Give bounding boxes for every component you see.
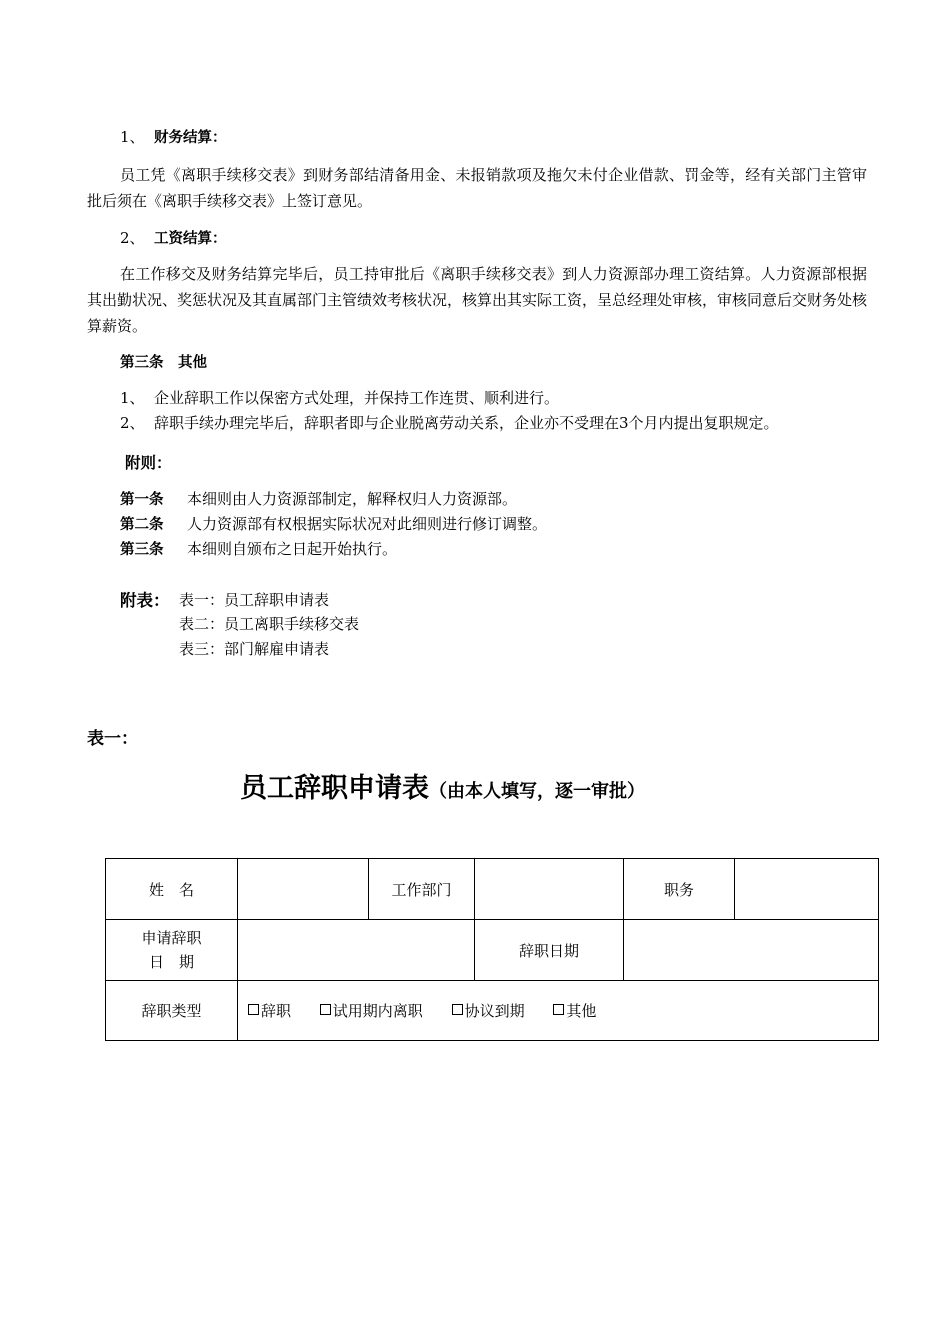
form-subtitle: （由本人填写，逐一审批）	[429, 781, 645, 802]
attachment-item: 表一：员工辞职申请表	[179, 591, 330, 609]
apply-date-label-line1: 申请辞职	[141, 929, 202, 947]
article3-item-number: 2、	[120, 414, 145, 432]
table-row	[106, 859, 879, 920]
supplementary-article	[120, 488, 517, 509]
supplementary-article-label: 第二条	[120, 517, 164, 533]
supplementary-article-text: 人力资源部有权根据实际状况对此细则进行修订调整。	[187, 515, 548, 533]
finance-body: 员工凭《离职手续移交表》到财务部结清备用金、未报销款项及拖欠未付企业借款、罚金等，经有关部门主管审批后须在《离职手续移交表》上签订意见。	[87, 166, 867, 210]
type-option-resign[interactable]	[248, 1000, 291, 1021]
attachments-label: 附表：	[120, 591, 170, 610]
resign-date-label: 辞职日期	[475, 920, 624, 981]
salary-heading	[120, 227, 227, 248]
attachment-item: 表三：部门解雇申请表	[179, 640, 330, 658]
article3-heading: 第三条 其他	[120, 355, 207, 371]
finance-heading-text: 财务结算：	[154, 130, 227, 146]
type-option-label: 辞职	[261, 1002, 292, 1020]
type-option-label: 协议到期	[464, 1002, 525, 1020]
resignation-form-table	[105, 858, 879, 1041]
checkbox-icon[interactable]	[248, 1004, 259, 1015]
resign-date-field[interactable]	[624, 920, 879, 981]
checkbox-icon[interactable]	[452, 1004, 463, 1015]
supplementary-article-label: 第三条	[120, 542, 164, 558]
supplementary-article-label: 第一条	[120, 492, 164, 508]
table-row	[106, 981, 879, 1041]
type-option-probation[interactable]	[320, 1000, 423, 1021]
type-option-label: 其他	[566, 1002, 597, 1020]
salary-heading-number: 2、	[120, 229, 145, 247]
dept-field[interactable]	[475, 859, 624, 920]
article3-item	[120, 412, 779, 433]
table-one-label: 表一：	[87, 729, 138, 749]
form-title-text: 员工辞职申请表	[240, 773, 429, 804]
type-option-other[interactable]	[553, 1000, 596, 1021]
type-option-agreement-expiry[interactable]	[452, 1000, 525, 1021]
finance-heading-number: 1、	[120, 128, 145, 146]
type-label: 辞职类型	[106, 981, 238, 1041]
checkbox-icon[interactable]	[320, 1004, 331, 1015]
position-field[interactable]	[735, 859, 879, 920]
supplementary-heading: 附则：	[125, 454, 172, 472]
type-options	[238, 981, 879, 1041]
apply-date-field[interactable]	[238, 920, 475, 981]
article3-item-text: 企业辞职工作以保密方式处理，并保持工作连贯、顺利进行。	[154, 389, 560, 407]
article3-item-text: 辞职手续办理完毕后，辞职者即与企业脱离劳动关系，企业亦不受理在3个月内提出复职规定。	[154, 414, 779, 432]
article3-item	[120, 387, 559, 408]
type-option-label: 试用期内离职	[332, 1002, 423, 1020]
supplementary-article-text: 本细则由人力资源部制定，解释权归人力资源部。	[187, 490, 518, 508]
supplementary-article	[120, 513, 547, 534]
table-row	[106, 920, 879, 981]
supplementary-article	[120, 538, 397, 559]
form-title	[240, 766, 645, 805]
apply-date-label	[106, 920, 238, 981]
attachment-item: 表二：员工离职手续移交表	[179, 615, 360, 633]
salary-body: 在工作移交及财务结算完毕后，员工持审批后《离职手续移交表》到人力资源部办理工资结算。人力资源部根据其出勤状况、奖惩状况及其直属部门主管绩效考核状况，核算出其实际工资，呈总经理处审核，审核同意后交财务处核算薪资。	[87, 265, 868, 335]
name-field[interactable]	[238, 859, 369, 920]
apply-date-label-line2: 日 期	[148, 953, 194, 971]
name-label: 姓 名	[106, 859, 238, 920]
checkbox-icon[interactable]	[553, 1004, 564, 1015]
salary-heading-text: 工资结算：	[154, 231, 227, 247]
dept-label: 工作部门	[369, 859, 475, 920]
finance-heading	[120, 126, 227, 147]
article3-item-number: 1、	[120, 389, 145, 407]
supplementary-article-text: 本细则自颁布之日起开始执行。	[187, 540, 398, 558]
position-label: 职务	[624, 859, 735, 920]
